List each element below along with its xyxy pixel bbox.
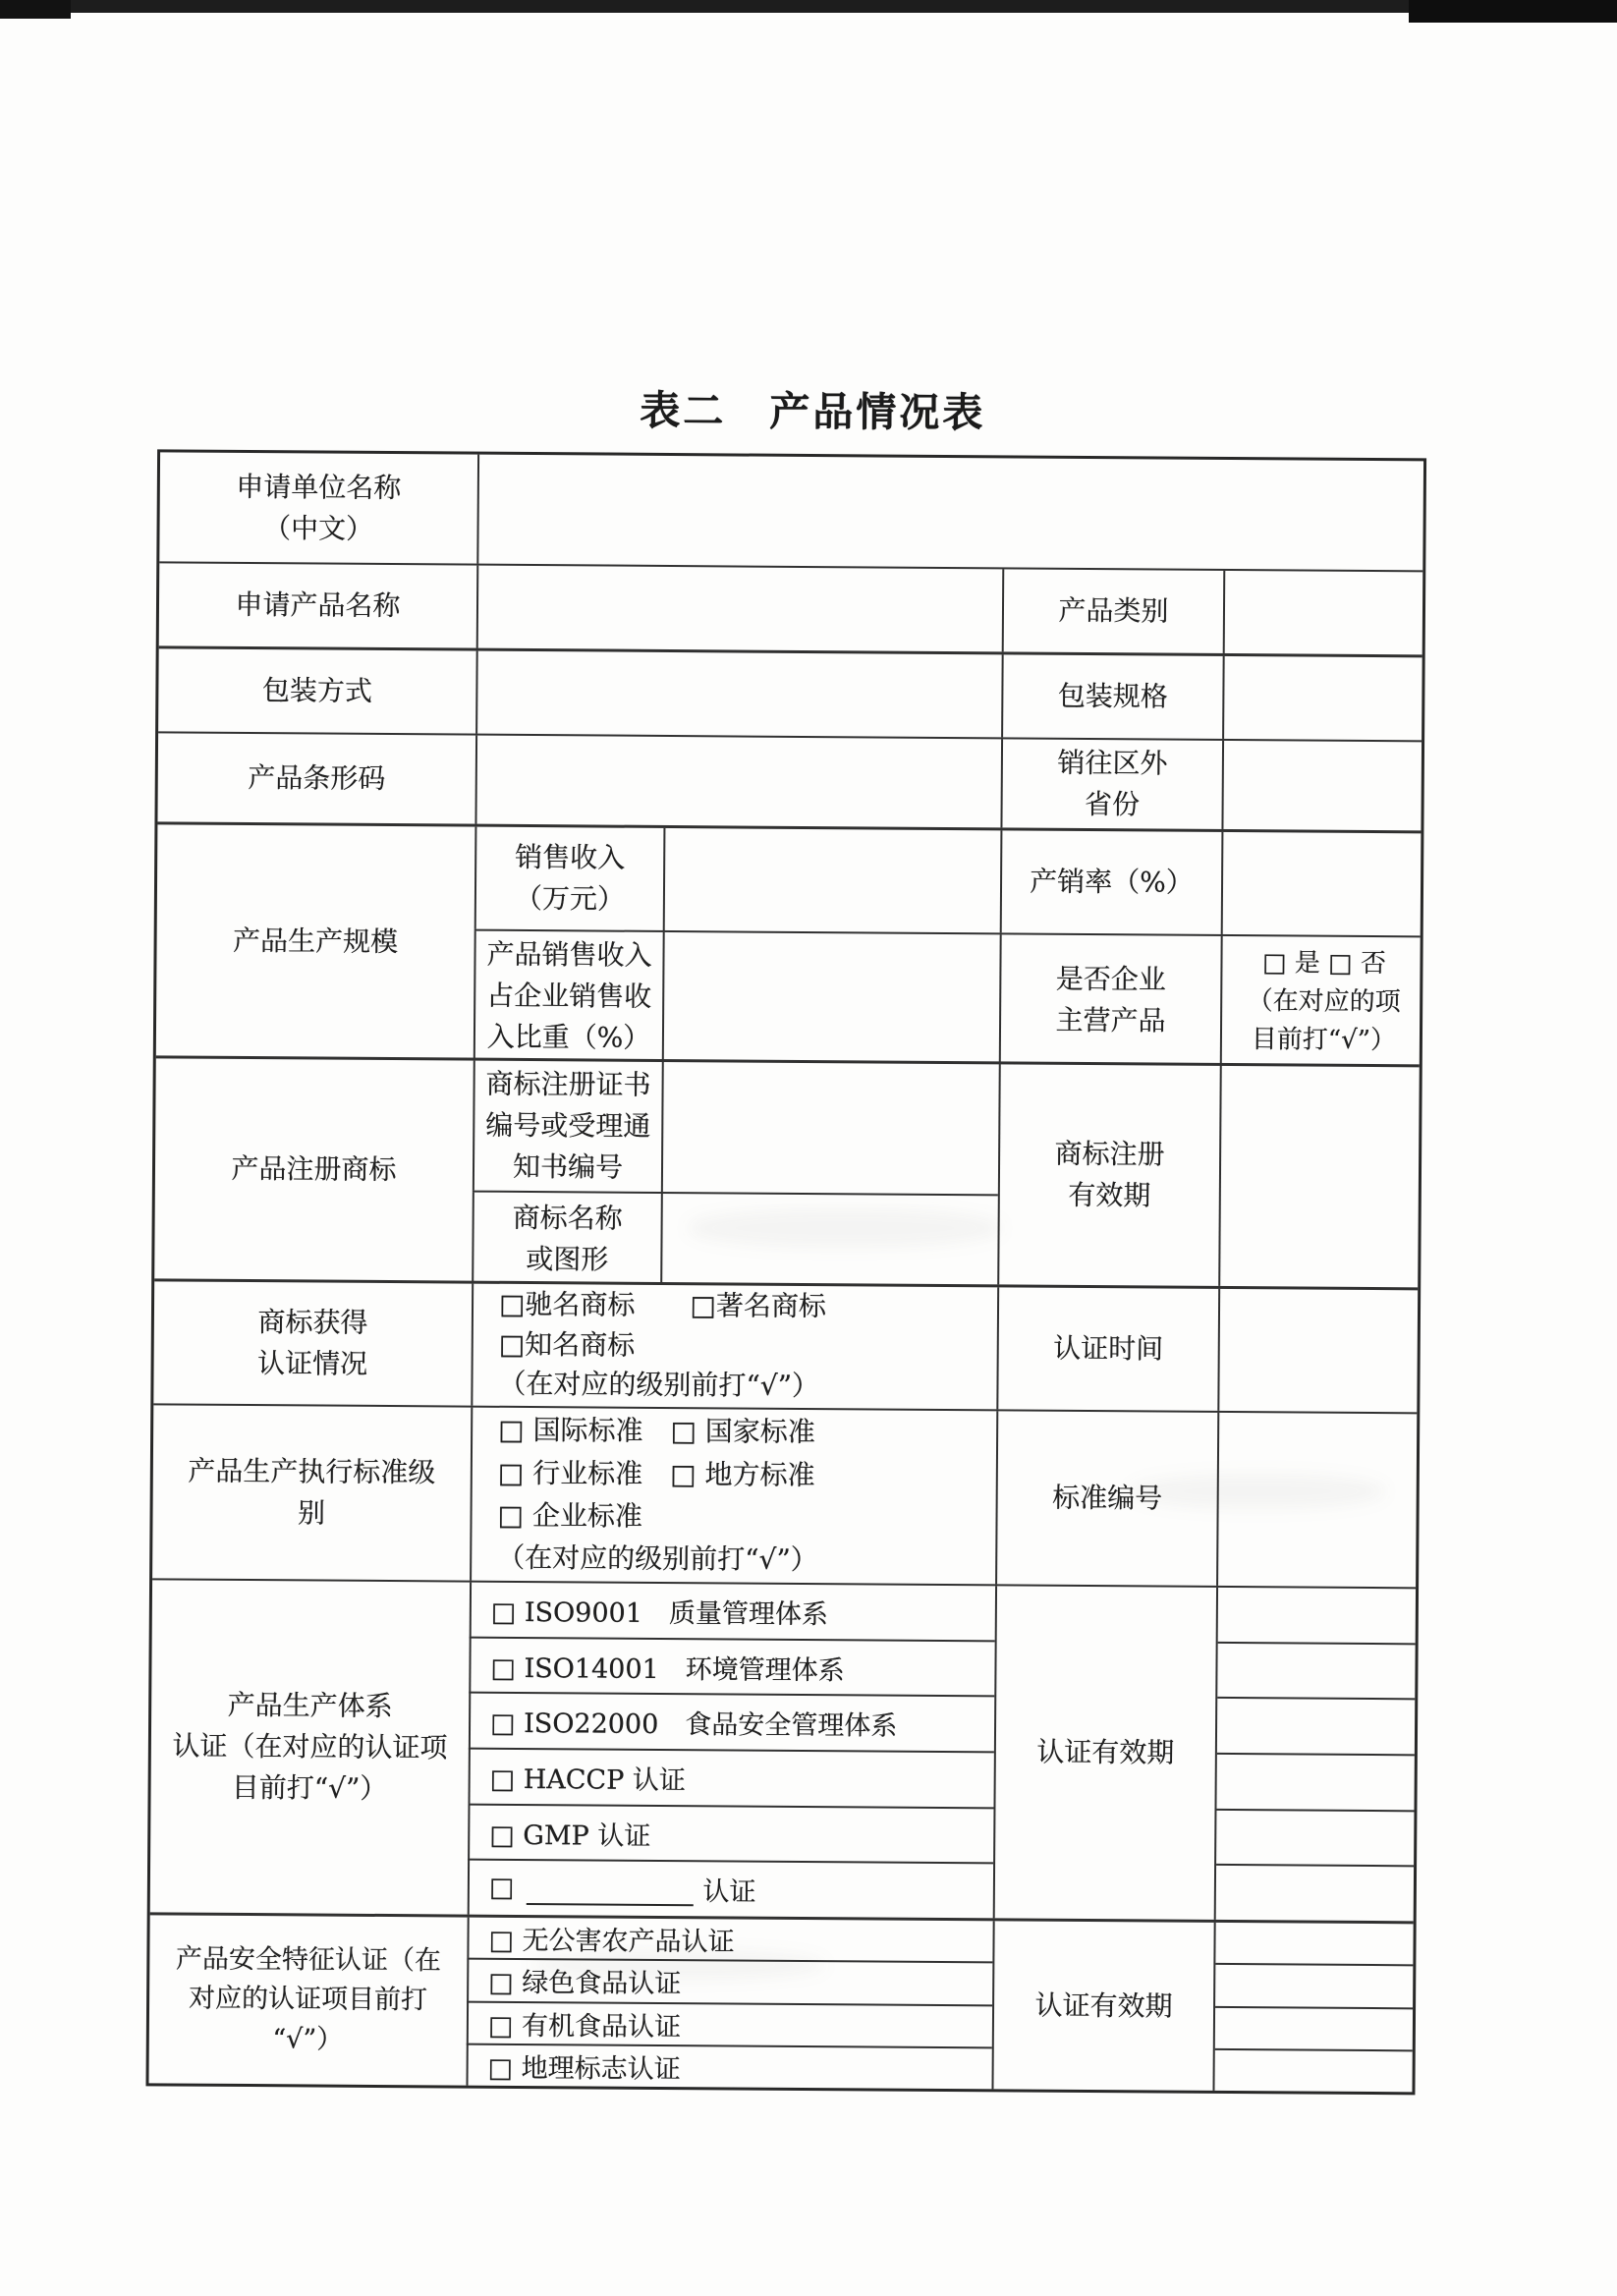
standard-number-label: 标准编号: [995, 1411, 1217, 1586]
main-product-label: 是否企业 主营产品: [999, 934, 1221, 1066]
trademark-cert-no-label: 商标注册证书 编号或受理通 知书编号: [473, 1061, 662, 1192]
unit-name-label: 申请单位名称 （中文）: [236, 470, 402, 545]
trademark-cert-no-value-cell: [661, 1062, 999, 1194]
production-sales-rate-label: 产销率（%）: [1000, 830, 1222, 934]
checkbox-item-geographic-indication: □ 地理标志认证: [466, 2043, 991, 2089]
validity-value-cell: [1215, 2005, 1413, 2049]
trademark-name-label: 商标名称 或图形: [472, 1193, 661, 1285]
standard-level-checkbox-options: □ 国际标准 □ 国家标准 □ 行业标准 □ 地方标准 □ 企业标准 （在对应的级别前打“√”）: [470, 1408, 996, 1585]
checkbox-item-iso9001: □ ISO9001 质量管理体系: [470, 1583, 995, 1640]
safety-cert-item-list: [466, 1918, 992, 2090]
provinces-value-cell: [1221, 741, 1422, 830]
provinces-label: 销往区外 省份: [1000, 739, 1222, 829]
section-trademark: [154, 1055, 1420, 1287]
checkbox-item-green-food: □ 绿色食品认证: [467, 1958, 992, 2004]
row-trademark-name: [472, 1191, 998, 1288]
sales-revenue-value-cell: [663, 828, 1001, 932]
product-info-table: [145, 449, 1426, 2095]
validity-value-cell: [1217, 1642, 1415, 1699]
safety-cert-label: 产品安全特征认证（在 对应的认证项目前打 “√”）: [175, 1943, 441, 2055]
trademark-validity-value-cell: [1218, 1066, 1420, 1287]
product-category-label: 产品类别: [1002, 569, 1224, 653]
row-product-name: [159, 561, 1423, 654]
row-trademark-cert-no: [473, 1061, 999, 1195]
standard-number-value-cell: [1216, 1413, 1417, 1587]
system-cert-item-list: [468, 1583, 995, 1919]
trademark-validity-label: 商标注册 有效期: [997, 1064, 1220, 1286]
production-scale-label: 产品生产规模: [232, 924, 399, 958]
validity-value-cell: [1214, 2048, 1412, 2093]
safety-cert-validity-label: 认证有效期: [991, 1921, 1213, 2091]
validity-value-cell: [1215, 1923, 1413, 1965]
row-revenue-share: [474, 929, 1421, 1068]
row-unit-name: [159, 452, 1423, 570]
product-category-value-cell: [1223, 571, 1423, 654]
system-cert-label: 产品生产体系 认证（在对应的认证项 目前打“√”）: [172, 1688, 448, 1806]
row-barcode: [157, 731, 1422, 830]
certification-time-value-cell: [1217, 1289, 1418, 1412]
revenue-share-value-cell: [662, 932, 1000, 1064]
other-cert-blank-line: [526, 1872, 693, 1906]
certification-time-label: 认证时间: [996, 1287, 1218, 1411]
validity-value-cell: [1215, 1963, 1413, 2007]
standard-level-label: 产品生产执行标准级 别: [188, 1454, 436, 1530]
revenue-share-label: 产品销售收入 占企业销售收 入比重（%）: [474, 931, 663, 1062]
checkbox-item-iso14001: □ ISO14001 环境管理体系: [469, 1636, 994, 1695]
checkbox-item-organic-food: □ 有机食品认证: [467, 2000, 992, 2046]
system-cert-validity-label: 认证有效期: [993, 1586, 1216, 1920]
safety-cert-validity-values: [1212, 1923, 1413, 2092]
checkbox-item-iso22000: □ ISO22000 食品安全管理体系: [469, 1692, 994, 1751]
packaging-spec-value-cell: [1222, 656, 1422, 740]
row-trademark-grade: [153, 1278, 1418, 1412]
other-cert-checkbox: □: [488, 1872, 515, 1904]
unit-name-value-cell: [476, 455, 1423, 571]
checkbox-item-haccp: □ HACCP 认证: [469, 1748, 994, 1807]
system-cert-validity-values: [1214, 1588, 1416, 1921]
sales-revenue-label: 销售收入 （万元）: [474, 827, 664, 930]
validity-value-cell: [1216, 1753, 1414, 1810]
trademark-name-value-cell: [660, 1194, 998, 1287]
trademark-grade-label: 商标获得 认证情况: [256, 1306, 368, 1380]
barcode-value-cell: [474, 736, 1001, 828]
product-name-value-cell: [476, 566, 1003, 652]
validity-value-cell: [1217, 1697, 1415, 1754]
checkbox-item-other-cert: [468, 1859, 993, 1918]
row-packaging: [158, 645, 1422, 740]
validity-value-cell: [1216, 1864, 1414, 1921]
row-standard-level: [152, 1403, 1417, 1587]
trademark-grade-checkbox-options: □驰名商标 □著名商标 □知名商标 （在对应的级别前打“√”）: [471, 1284, 997, 1410]
packaging-method-label: 包装方式: [261, 674, 373, 707]
page-title: 表二 产品情况表: [640, 386, 986, 437]
row-sales-revenue: [474, 827, 1422, 936]
production-sales-rate-value-cell: [1221, 832, 1422, 935]
packaging-spec-label: 包装规格: [1001, 654, 1223, 739]
validity-value-cell: [1216, 1809, 1414, 1866]
trademark-label: 产品注册商标: [231, 1151, 397, 1187]
packaging-method-value-cell: [475, 651, 1002, 738]
main-product-checkbox-options: □ 是 □ 否 （在对应的项 目前打“√”）: [1220, 936, 1421, 1067]
section-system-certification: [150, 1578, 1416, 1921]
section-production-scale: [156, 821, 1422, 1064]
product-name-label: 申请产品名称: [235, 588, 401, 623]
checkbox-item-pollution-free: □ 无公害农产品认证: [467, 1918, 992, 1962]
other-cert-suffix: 认证: [702, 1876, 756, 1908]
section-safety-certification: [149, 1912, 1414, 2092]
validity-value-cell: [1218, 1588, 1416, 1643]
barcode-label: 产品条形码: [248, 761, 386, 795]
checkbox-item-gmp: □ GMP 认证: [468, 1803, 993, 1862]
